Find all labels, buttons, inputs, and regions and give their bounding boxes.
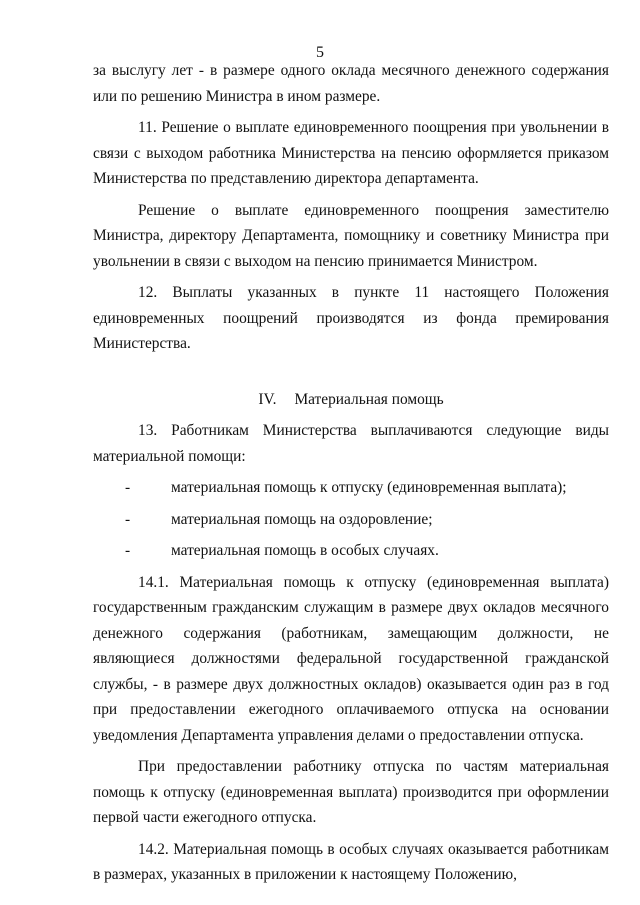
- paragraph-continuation: за выслугу лет - в размере одного оклада месячного денежного содержания или по решению Министра в ином размере.: [93, 62, 609, 105]
- section-title: Материальная помощь: [294, 390, 444, 408]
- paragraph-11: 11. Решение о выплате единовременного поощрения при увольнении в связи с выходом работника Министерства на пенсию оформляется приказом Министерства по представлению директора департамента.: [93, 119, 609, 187]
- document-body: [93, 58, 609, 888]
- list-dash: -: [125, 479, 131, 496]
- list-dash: -: [125, 510, 131, 528]
- section-number: IV.: [258, 390, 277, 408]
- section-heading: [93, 387, 609, 413]
- paragraph-12: 12. Выплаты указанных в пункте 11 настоящего Положения единовременных поощрений производятся из фонда премирования Министерства.: [93, 284, 609, 352]
- list-item: [93, 507, 609, 533]
- list-item: [93, 475, 609, 501]
- list-item-text: материальная помощь в особых случаях.: [171, 542, 439, 559]
- paragraph-14-2: 14.2. Материальная помощь в особых случаях оказывается работникам в размерах, указанных в приложении к настоящему Положению,: [93, 840, 609, 883]
- list-item: [93, 538, 609, 564]
- paragraph-14-1-parts: При предоставлении работнику отпуска по частям материальная помощь к отпуску (единовременная выплата) производится при оформлении первой части ежегодного отпуска.: [93, 758, 609, 826]
- list-item-text: материальная помощь к отпуску (единовременная выплата);: [171, 479, 567, 496]
- paragraph-14-1: 14.1. Материальная помощь к отпуску (единовременная выплата) государственным гражданским служащим в размере двух окладов месячного денежного содержания (работникам, замещающим должности, не являющиеся должностями федеральной государственной гражданской службы, - в размере двух должностных окладов) оказывается один раз в год при предоставлении ежегодного оплачиваемого отпуска на основании уведомления Департамента управления делами о предоставлении отпуска.: [93, 573, 609, 744]
- list-item-text: материальная помощь на оздоровление;: [171, 510, 433, 528]
- paragraph-13: 13. Работникам Министерства выплачиваются следующие виды материальной помощи:: [93, 422, 609, 465]
- list-dash: -: [125, 542, 131, 559]
- page-number: 5: [316, 44, 324, 61]
- paragraph-11-decision: Решение о выплате единовременного поощрения заместителю Министра, директору Департамента, помощнику и советнику Министра при увольнении в связи с выходом на пенсию принимается Министром.: [93, 201, 609, 270]
